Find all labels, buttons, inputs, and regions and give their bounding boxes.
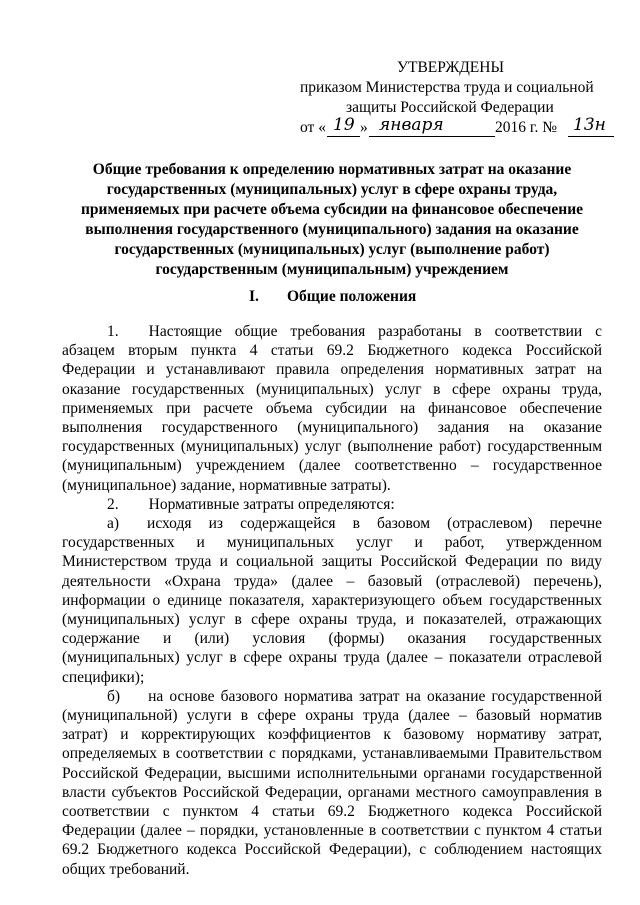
item-a-text: исходя из содержащейся в базовом (отраслевом) перечне государственных и муниципальных услуг и работ, утвержденном Министерством труда и социальной защиты Российской Федерации по виду деятельности «Охрана труда» (далее – базовый (отраслевой) перечень), информации о единице показателя, характеризующего объем государственных (муниципальных) услуг в сфере охраны труда, и показателей, отражающих содержание и (или) условия (формы) оказания государственных (муниципальных) услуг в сфере охраны труда (далее – показатели отраслевой специфики); xyxy=(62,515,602,686)
paragraph-1-number: 1. xyxy=(107,323,119,340)
date-prefix: от « xyxy=(300,119,326,136)
paragraph-1 xyxy=(62,322,602,495)
year-text: 2016 xyxy=(495,119,526,136)
paragraph-2 xyxy=(62,495,602,514)
item-a xyxy=(62,514,602,687)
approval-order-line: приказом Министерства труда и социальной xyxy=(300,79,594,96)
item-b-label: б) xyxy=(107,687,121,705)
date-year xyxy=(495,118,557,138)
approval-ministry-line: защиты Российской Федерации xyxy=(346,99,554,116)
approval-date-line xyxy=(300,115,620,142)
document-title: Общие требования к определению нормативных затрат на оказание государственных (муниципальных) услуг в сфере охраны труда, применяемых при расчете объема субсидии на финансовое обеспечение выполнения государственного (муниципального) задания на оказание государственных (муниципальных) услуг (выполнение работ) государственным (муниципальным) учреждением xyxy=(80,161,584,278)
section-number: I. xyxy=(249,288,259,305)
item-a-label: а) xyxy=(107,515,120,533)
section-name: Общие положения xyxy=(287,288,417,305)
paragraph-2-number: 2. xyxy=(107,495,119,513)
paragraph-1-text: Настоящие общие требования разработаны в соответствии с абзацем вторым пункта 4 статьи 69.2 Бюджетного кодекса Российской Федерации и устанавливают правила определения нормативных затрат на оказание государственных (муниципальных) услуг в сфере охраны труда, применяемых при расчете объема субсидии на финансовое обеспечение выполнения государственного (муниципального) задания на оказание государственных (муниципальных) услуг (выполнение работ) государственным (муниципальным) учреждением (далее соответственно – государственное (муниципальное) задание, нормативные затраты). xyxy=(62,323,602,494)
approval-heading: УТВЕРЖДЕНЫ xyxy=(397,59,504,76)
item-b xyxy=(62,687,602,879)
handwritten-number: 13н xyxy=(573,115,606,135)
handwritten-month: января xyxy=(379,115,444,135)
item-b-text: на основе базового норматива затрат на оказание государственной (муниципальной) услуги в сфере охраны труда (далее – базовый норматив затрат) и корректирующих коэффициентов к базовому нормативу затрат, определяемых в соответствии с порядками, устанавливаемыми Правительством Российской Федерации, высшими исполнительными органами государственной власти субъектов Российской Федерации, органами местного самоуправления в соответствии с пунктом 4 статьи 69.2 Бюджетного кодекса Российской Федерации (далее – порядки, установленные в соответствии с пунктом 4 статьи 69.2 Бюджетного кодекса Российской Федерации), с соблюдением настоящих общих требований. xyxy=(62,687,602,878)
year-suffix: г. № xyxy=(526,119,558,136)
handwritten-day: 19 xyxy=(333,115,355,135)
paragraph-2-text: Нормативные затраты определяются: xyxy=(148,495,395,513)
date-quote-close: » xyxy=(360,119,368,136)
document-body xyxy=(62,322,602,879)
